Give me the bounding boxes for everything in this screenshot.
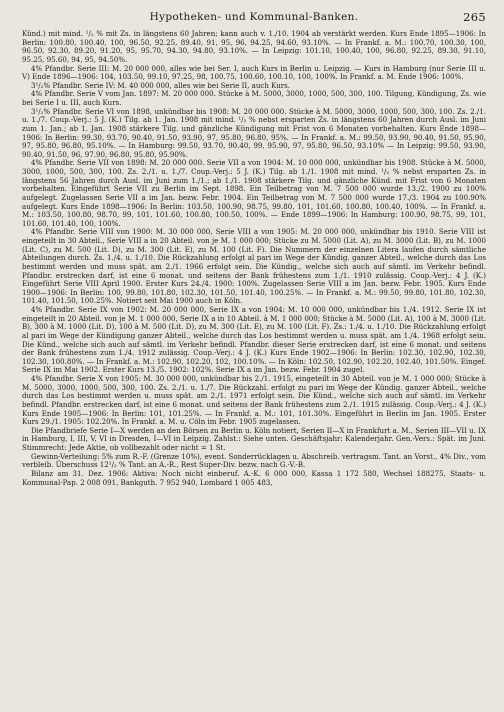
paragraph-serie-ii-continued: Künd.) mit mind. ¹/₂ % mit Zs. in längstens 60 Jahren; kann auch v. 1./10. 1904 ab verstärkt werden. Kurs Ende 1895—1906: In Berlin: 100.80, 100.40, 100, 96.50, 92.25, 89.40, 91, 95, 96, 94.25, 94.60, 93.10%. — In Frankf. a. M.: 100.70, 100.30, 100, 96.50, 92.30, 89.20, 91.20, 95, 95.70, 94.30, 94.80, 93.10%. — In Leipzig: 101.10, 100.40, 100, 96.80, 92.25, 89.30, 91.10, 95.25, 95.60, 94, 95, 94.50%. [22,29,486,64]
paragraph-balance-sheet: Bilanz am 31. Dez. 1906: Aktiva: Noch nicht einberuf. A.-K. 6 000 000, Kassa 1 172 580, Wechsel 188275, Staats- u. Kommunal-Pap. 2 008 091, Bankguth. 7 952 940, Lombard 1 005 483, [22,468,486,487]
page-body [22,30,486,487]
paragraph-profit-distribution: Gewinn-Verteilung: 5% zum R.-F. (Grenze 10%), event. Sonderrücklagen u. Abschreib. vertragsm. Tant. an Vorst., 4% Div., vom verbleib. Überschuss 12¹/₂ % Tant. an A.-R., Rest Super-Div. bezw. nach G.-V.-B. [22,451,486,470]
running-title: Hypotheken- und Kommunal-Banken. [149,11,359,23]
paragraph-serie-iv: 3¹/₂% Pfandbr. Serie IV: M. 40 000 000, alles wie bei Serie II, auch Kurs. [31,80,290,90]
paragraph-serie-x: 4% Pfandbr. Serie X von 1905: M. 30 000 000, unkündbar bis 2./1. 1915, eingeteilt in 30 Abteil. von je M. 1 000 000; Stücke à M. 5000, 3000, 1000, 500, 300, 100. Zs. 2./1. u. 1./7. Die Rückzahl. erfolgt zu pari im Wege der Kündig. ganzer Abteil., welche durch das Los bestimmt werden u. muss spät. am 2./1. 1971 erfolgt sein. Die Künd., welche sich auch auf sämtl. im Verkehr befindl. Pfandbr. erstrecken darf, ist eine 6 monat. und seitens der Bank frühestens zum 2./1. 1915 zulässig. Coup.-Verj.: 4 J. (K.) Kurs Ende 1905—1906: In Berlin: 101, 101.25%. — In Frankf. a. M.: 101, 101.30%. Eingeführt in Berlin im Jan. 1905. Erster Kurs 29./1. 1905: 102.20%. In Frankf. a. M. u. Cöln im Febr. 1905 zugelassen. [22,374,486,427]
paragraph-serie-v: 4% Pfandbr. Serie V vom Jan. 1897: M. 20 000 000. Stücke à M. 5000, 3000, 1000, 500, 300, 100. Tilgung, Kündigung, Zs. wie bei Serie I u. III, auch Kurs. [22,89,486,107]
paragraph-serie-iii: 4% Pfandbr. Serie III: M. 20 000 000, alles wie bei Ser. I, auch Kurs in Berlin u. Leipzig. — Kurs in Hamburg (nur Serie III u. V) Ende 1896—1906: 104, 103.50, 99.10, 97.25, 98, 100.75, 100.60, 100.10, 100, 100%. In Frankf. a. M. Ende 1906: 100%. [22,63,486,82]
paragraph-serie-viii: 4% Pfandbr. Serie VIII von 1900: M. 30 000 000, Serie VIII a von 1905: M. 20 000 000, unkündbar bis 1910. Serie VIII ist eingeteilt in 30 Abteil., Serie VIII a in 20 Abteil. von je M. 1 000 000; Stücke zu M. 5000 (Lit. A), zu M. 3000 (Lit. B), zu M. 1000 (Lit. C), zu M. 500 (Lit. D), zu M. 300 (Lit. E), zu M. 100 (Lit. F). Die Nummern der einzelnen Litera laufen durch sämtliche Abteilungen durch. Zs. 1./4. u. 1./10. Die Rückzahlung erfolgt al pari im Wege der Kündig. ganzer Abteil., welche durch das Los bestimmt werden und muss spät. am 2./1. 1966 erfolgt sein. Die Kündig., welche sich auch auf sämtl. im Verkehr befindl. Pfandbr. erstrecken darf, ist eine 6 monat. und seitens der Bank frühestens zum 1./1. 1910 zulässig. Coup.-Verj.: 4 J. (K.) Eingeführt Serie VIII April 1900. Erster Kurs 24./4. 1900: 100%. Zugelassen Serie VIII a im Jan. bezw. Febr. 1905. Kurs Ende 1900—1906: In Berlin: 100, 99.80, 101.80, 102.30, 101.50, 101.40, 100.25%. — In Frankf. a. M.: 99.50, 99.80, 101.80, 102.30, 101.40, 101.50, 100.25%. Notiert seit Mai 1900 auch in Köln. [22,227,486,306]
page-number: 265 [463,10,486,24]
paragraph-serie-vi: 3¹/₂% Pfandbr. Serie VI von 1898, unkündbar bis 1908: M. 20 000 000. Stücke à M. 5000, 3000, 1000, 500, 300, 100. Zs. 2./1. u. 1./7. Coup.-Verj.: 5 J. (K.) Tilg. ab 1. Jan. 1908 mit mind. ¹/₂ % nebst ersparten Zs. in längstens 60 Jahren durch Ausl. im Juni zum 1. Jan.; ab 1. Jan. 1908 stärkere Tilg. und gänzliche Kündigung mit Frist von 6 Monaten vorbehalten. Kurs Ende 1898—1906: In Berlin: 99.30, 93.70, 90.40, 91.50, 93.90, 97, 95.80, 96.80, 95%. — In Frankf. a. M.: 99.50, 93.90, 90.40, 91.50, 95.90, 97, 95.80, 96.80, 95.10%. — In Hamburg: 99.50, 93.70, 90.40, 99, 95.90, 97, 95.80, 96.50, 93.10% — In Leipzig: 99.50, 93.90, 90.40, 91.50, 96, 97.90, 96.80, 95.80, 95.90%. [22,106,486,159]
paragraph-serie-vii: 4% Pfandbr. Serie VII von 1898: M. 20 000 000. Serie VII a von 1904: M. 10 000 000, unkündbar bis 1908. Stücke à M. 5000, 3000, 1000, 500, 300, 100. Zs. 2./1. u. 1./7. Coup.-Verj.: 5 J. (K.) Tilg. ab 1./1. 1908 mit mind. ¹/₂ % nebst ersparten Zs. in längstens 56 Jahren durch Ausl. im Juni zum 1./1.; ab 1./1. 1908 stärkere Tilg. und gänzliche Künd. mit Frist von 6 Monaten vorbehalten. Eingeführt Serie VII zu Berlin im Sept. 1898. Ein Teilbetrag von M. 7 500 000 wurde 13./2. 1900 zu 100% aufgelegt. Zugelassen Serie VII a im Jan. bezw. Febr. 1904. Ein Teilbetrag von M. 7 500 000 wurde 17./3. 1904 zu 100.90% aufgelegt. Kurs Ende 1898—1906: In Berlin: 103.50, 100.90, 98.75, 99.80, 101, 101.60, 100.80, 100.40, 100%. — In Frankf. a. M.: 103.50, 100.80, 98.70, 99, 101, 101.60, 100.80, 100.50, 100%. — Ende 1899—1906: In Hamburg: 100.90, 98.75, 99, 101, 101.60, 101.40, 100, 100%. [22,158,486,228]
page-header [22,10,486,28]
paragraph-serie-ix: 4% Pfandbr. Serie IX von 1902: M. 20 000 000, Serie IX a von 1904: M. 10 000 000, unkündbar bis 1./4. 1912. Serie IX ist eingeteilt in 20 Abteil. von je M. 1 000 000, Serie IX a in 10 Abteil. à M. 1 000 000; Stücke à M. 5000 (Lit. A), 100 à M. 3000 (Lit. B), 300 à M. 1000 (Lit. D), 100 à M. 500 (Lit. D), zu M. 300 (Lit. E), zu M. 100 (Lit. F). Zs.: 1./4. u. 1./10. Die Rückzahlung erfolgt al pari im Wege der Kündigung ganzer Abteil., welche durch das Los bestimmt werden u. muss spät. am 1./4. 1968 erfolgt sein. Die Künd., welche sich auch auf sämtl. im Verkehr befindl. Pfandbr. dieser Serie erstrecken darf, ist eine 6 monat. und seitens der Bank frühestens zum 1./4. 1912 zulässig. Coup.-Verj.: 4 J. (K.) Kurs Ende 1902—1906: In Berlin: 102.30, 102.90, 102.30, 102.30, 100.80%. — In Frankf. a. M.: 102.90, 102.20, 102, 100.10%. — In Köln: 102.50, 102.90, 102.20, 102.40, 101.50%. Eingef. Serie IX im Mai 1902. Erster Kurs 13./5. 1902: 102%. Serie IX a im Jan. bezw. Febr. 1904 zugel. [22,305,486,375]
paragraph-listing-and-meetings: Die Pfandbriefe Serie I—X werden an den Börsen zu Berlin u. Köln notiert, Serien II—X in Frankfurt a. M., Serien III—VII u. IX in Hamburg, I, III, V, VI in Dresden, I—VI in Leipzig. Zahlst.: Siehe unten. Geschäftsjahr: Kalenderjahr. Gen.-Vers.: Spät. im Juni. Stimmrecht: Jede Aktie, ob vollbezahlt oder nicht = 1 St. [22,425,486,452]
